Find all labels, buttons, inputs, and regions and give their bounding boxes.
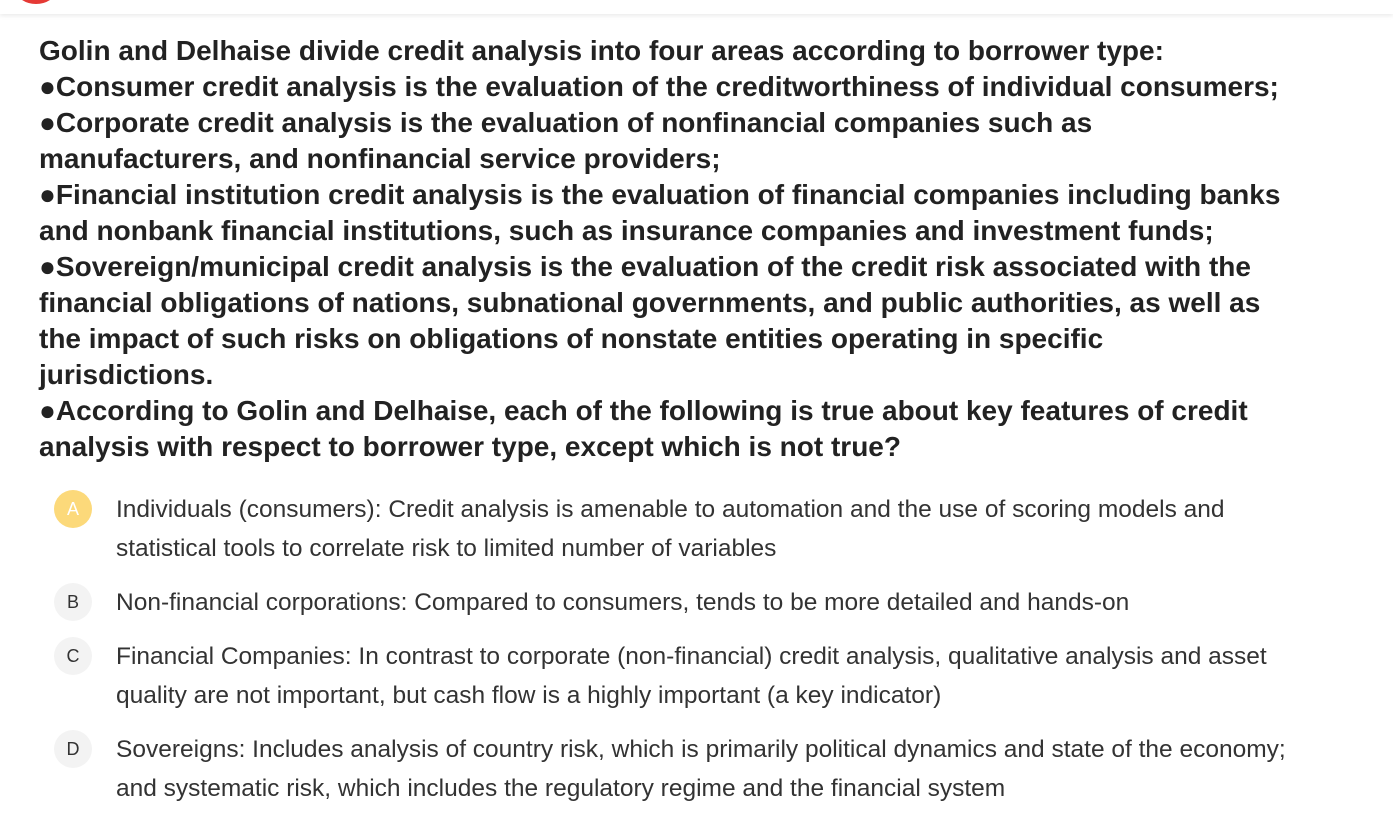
answer-options [54, 490, 1354, 808]
question-line: the impact of such risks on obligations of nonstate entities operating in specific [39, 323, 1104, 354]
question-line: analysis with respect to borrower type, except which is not true? [39, 431, 901, 462]
question-line: ●Sovereign/municipal credit analysis is the evaluation of the credit risk associated with the [39, 251, 1251, 282]
option-d-text: Sovereigns: Includes analysis of country risk, which is primarily political dynamics and state of the economy; and systematic risk, which includes the regulatory regime and the financial system [116, 736, 1286, 802]
question-line: Golin and Delhaise divide credit analysis into four areas according to borrower type: [39, 35, 1164, 66]
question-line: financial obligations of nations, subnational governments, and public authorities, as well as [39, 287, 1261, 318]
option-a-badge[interactable]: A [54, 490, 92, 528]
question-line: and nonbank financial institutions, such as insurance companies and investment funds; [39, 215, 1214, 246]
logo-icon [10, 0, 62, 8]
option-a-text: Individuals (consumers): Credit analysis is amenable to automation and the use of scoring models and statistical tools to correlate risk to limited number of variables [116, 496, 1225, 562]
option-a[interactable] [54, 490, 1354, 568]
question-line: ●Consumer credit analysis is the evaluation of the creditworthiness of individual consumers; [39, 71, 1279, 102]
question-text [39, 33, 1359, 465]
option-c-text: Financial Companies: In contrast to corporate (non-financial) credit analysis, qualitative analysis and asset quality are not important, but cash flow is a highly important (a key indicator) [116, 643, 1267, 709]
question-line: manufacturers, and nonfinancial service providers; [39, 143, 721, 174]
option-b-badge[interactable]: B [54, 583, 92, 621]
option-c[interactable] [54, 637, 1354, 715]
option-b-text: Non-financial corporations: Compared to consumers, tends to be more detailed and hands-on [116, 589, 1130, 616]
option-b[interactable] [54, 583, 1354, 622]
option-d[interactable] [54, 730, 1354, 808]
option-c-badge[interactable]: C [54, 637, 92, 675]
question-line: ●Financial institution credit analysis is the evaluation of financial companies including banks [39, 179, 1281, 210]
top-bar [0, 0, 1393, 14]
question-line: ●Corporate credit analysis is the evaluation of nonfinancial companies such as [39, 107, 1093, 138]
question-line: jurisdictions. [39, 359, 214, 390]
question-line: ●According to Golin and Delhaise, each of the following is true about key features of credit [39, 395, 1248, 426]
option-d-badge[interactable]: D [54, 730, 92, 768]
